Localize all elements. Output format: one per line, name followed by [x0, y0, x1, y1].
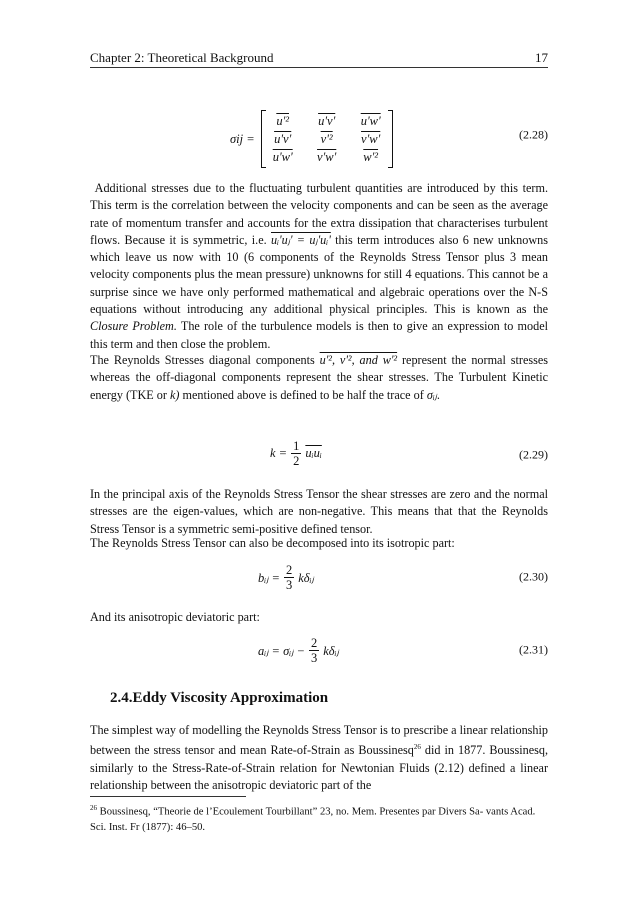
- text-run: this term introduces also 6 new unknowns which leave us now with 10 (6 components of the Reynolds Stress Tensor plus 3 mean velocity components plus the mean pressure) unknowns for still 4 equations. This cannot be a surprise since we have only performed mathematical and algebraic operations over the N-S equations without introducing any additional physical principles. This is known as the: [90, 232, 548, 317]
- equation-number: (2.28): [519, 127, 548, 142]
- paragraph-isotropic: The Reynolds Stress Tensor can also be decomposed into its isotropic part:: [90, 536, 455, 550]
- denominator: 3: [311, 651, 318, 665]
- text-run: did in 1877. Boussinesq, similarly to the Stress-Rate-of-Strain relation for Newtonian Fluids (2.12) defined a linear relationship between the anisotropic deviatoric part of the: [90, 743, 548, 792]
- equation-number: (2.29): [519, 447, 548, 462]
- paragraph-principal-axis: In the principal axis of the Reynolds Stress Tensor the shear stresses are zero and the normal stresses are the eigen-values, which are non-negative. This means that that the Reynolds Stress Tensor is a symmetric semi-positive defined tensor.: [90, 487, 548, 536]
- matrix-cell: v'w': [317, 150, 337, 164]
- equation-2-28: [90, 102, 548, 168]
- section-number: 2.4.: [110, 690, 133, 706]
- matrix-row: [268, 148, 386, 166]
- footnote: [90, 801, 548, 835]
- text-run: The Reynolds Stresses diagonal components: [90, 353, 320, 367]
- numerator: 2: [311, 636, 318, 650]
- matrix-cell: u'w': [360, 114, 381, 128]
- eq-lhs: k =: [270, 446, 288, 460]
- equation-2-30: [90, 557, 548, 597]
- equation-number: (2.30): [519, 569, 548, 584]
- eq-lhs: bᵢⱼ =: [258, 570, 280, 585]
- text-run: Additional stresses due to the fluctuating turbulent quantities are introduced by this term. This term is the correlation between the velocity components and can be seen as the average rate of momentum transfer and accounts for the extra dissipation that characterises turbulent flows. Because it is symmetric, i.e.: [90, 181, 548, 247]
- numerator: 2: [285, 563, 293, 577]
- eq-rhs: kδᵢⱼ: [323, 643, 339, 658]
- header-divider: [90, 67, 548, 68]
- emphasis-term: Closure Problem.: [90, 319, 177, 334]
- matrix-cell: v'²: [320, 132, 333, 146]
- footnote-mark: 26: [90, 804, 97, 812]
- inline-math: uᵢ'uⱼ' = uⱼ'uᵢ': [271, 232, 331, 247]
- numerator: 1: [293, 439, 300, 453]
- equation-2-29: [90, 435, 548, 475]
- equation-number: (2.31): [519, 642, 548, 657]
- page-header: [90, 50, 548, 66]
- text-run: mentioned above is defined to be half the trace of: [179, 387, 427, 402]
- matrix-cell: u'v': [318, 114, 336, 128]
- inline-math: u'², v'², and w'²: [319, 353, 398, 367]
- denominator: 2: [293, 454, 300, 468]
- footnote-divider: [90, 796, 246, 797]
- inline-math: k): [169, 387, 180, 402]
- footnote-reference[interactable]: 26: [413, 743, 421, 752]
- section-heading: [110, 690, 328, 707]
- paragraph-reynolds-stresses: [90, 352, 548, 404]
- matrix-cell: v'w': [361, 132, 381, 146]
- fraction: [284, 563, 294, 592]
- text-run: The role of the turbulence models is then to give an expression to model this term and then close the problem.: [90, 319, 548, 351]
- text-run: .: [436, 387, 440, 402]
- denominator: 3: [285, 578, 293, 592]
- section-title: Eddy Viscosity Approximation: [132, 690, 329, 706]
- fraction: [291, 439, 301, 468]
- page-number: 17: [535, 50, 548, 65]
- eq-lhs: σij =: [230, 131, 255, 146]
- equation-2-31: [90, 630, 548, 670]
- matrix-row: [268, 112, 386, 130]
- eq-rhs: kδᵢⱼ: [298, 570, 314, 585]
- matrix-row: [268, 130, 386, 148]
- eq-rhs: uᵢuᵢ: [305, 446, 322, 460]
- matrix-cell: u'v': [274, 132, 292, 146]
- matrix-cell: u'w': [272, 150, 293, 164]
- matrix-cell: w'²: [363, 150, 379, 164]
- paragraph-anisotropic: And its anisotropic deviatoric part:: [90, 610, 260, 624]
- stress-matrix: [261, 110, 393, 168]
- chapter-title: Chapter 2: Theoretical Background: [90, 50, 274, 65]
- text-run: The simplest way of modelling the Reynolds Stress Tensor is to prescribe a linear relationship between the stress tensor and mean Rate-of-Strain as Boussinesq: [90, 723, 548, 758]
- text-run: represent the normal stresses whereas the off-diagonal components represent the shear stresses. The Turbulent Kinetic energy (TKE or: [90, 353, 548, 402]
- matrix-cell: u'²: [276, 114, 289, 128]
- fraction: [309, 636, 319, 665]
- eq-lhs: aᵢⱼ = σᵢⱼ −: [258, 643, 305, 658]
- inline-math: σᵢⱼ: [426, 387, 437, 402]
- paragraph-eddy-viscosity: [90, 722, 548, 794]
- footnote-text: Boussinesq, “Theorie de l’Ecoulement Tourbillant” 23, no. Mem. Presentes par Divers Sa- vants Acad. Sci. Inst. Fr (1877): 46–50.: [90, 806, 536, 833]
- paragraph-closure-problem: [90, 180, 548, 353]
